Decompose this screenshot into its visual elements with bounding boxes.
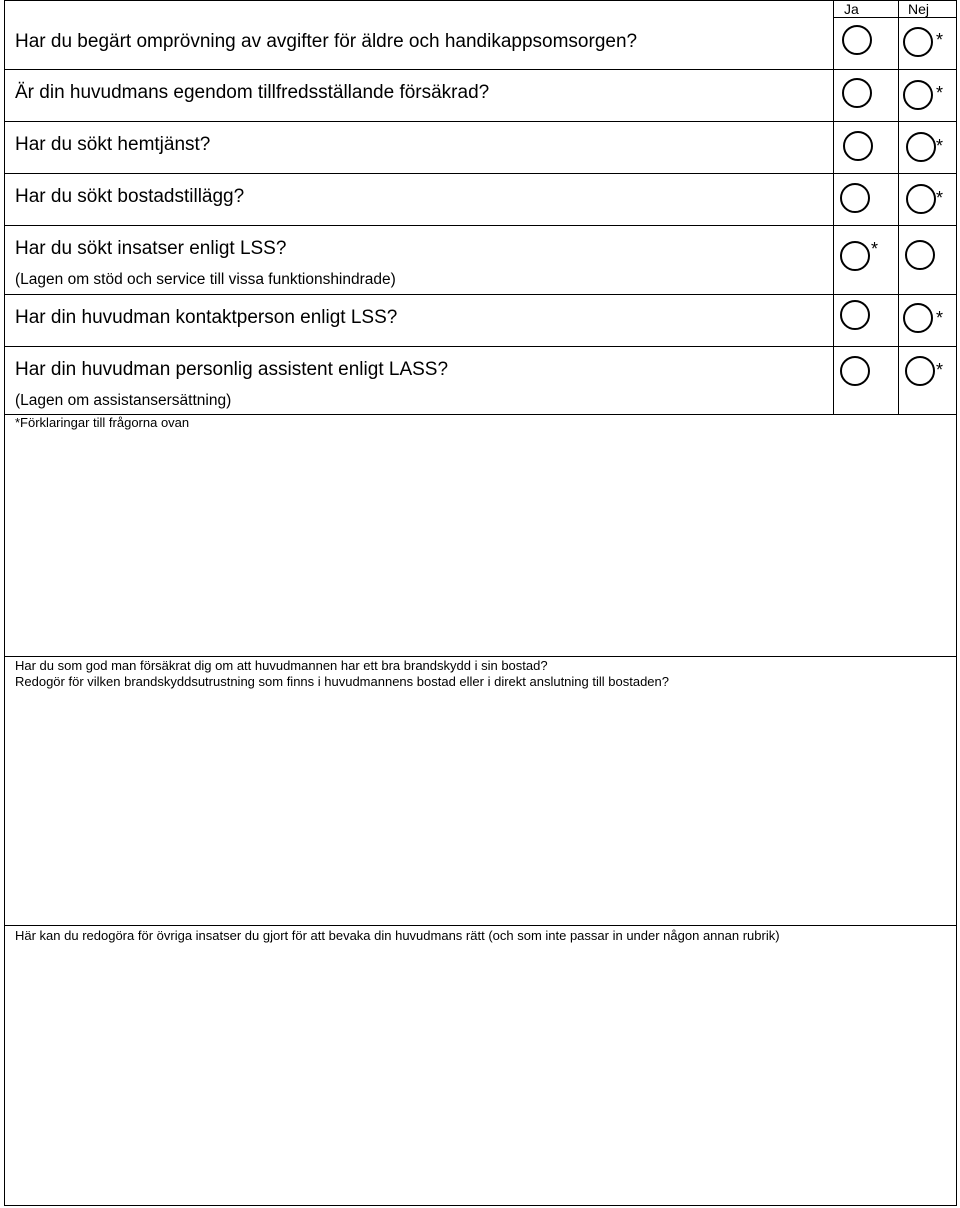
section-line	[4, 656, 957, 657]
column-header-yes: Ja	[844, 1, 859, 17]
col-divider-ja	[833, 0, 834, 414]
question-text: Har du begärt omprövning av avgifter för äldre och handikappsomsorgen?	[15, 31, 638, 52]
required-asterisk: *	[936, 136, 944, 156]
required-asterisk: *	[936, 188, 944, 208]
row-line	[4, 294, 957, 295]
header-row-line	[833, 17, 957, 18]
radio-ja[interactable]	[840, 356, 870, 386]
radio-ja[interactable]	[842, 78, 872, 108]
fire-safety-instruction: Redogör för vilken brandskyddsutrustning som finns i huvudmannens bostad eller i direkt anslutning till bostaden?	[15, 674, 669, 689]
radio-nej[interactable]	[906, 132, 936, 162]
radio-ja[interactable]	[843, 131, 873, 161]
row-line	[4, 225, 957, 226]
required-asterisk: *	[936, 308, 944, 328]
fire-safety-textarea[interactable]	[6, 692, 954, 923]
radio-ja[interactable]	[840, 241, 870, 271]
col-divider-nej	[898, 0, 899, 414]
radio-nej[interactable]	[903, 80, 933, 110]
radio-nej[interactable]	[906, 184, 936, 214]
question-text: Har du sökt hemtjänst?	[15, 134, 211, 155]
radio-nej[interactable]	[905, 356, 935, 386]
border-right	[956, 0, 957, 1206]
radio-ja[interactable]	[842, 25, 872, 55]
radio-ja[interactable]	[840, 183, 870, 213]
question-text: Har du sökt insatser enligt LSS?	[15, 238, 287, 259]
question-note: (Lagen om stöd och service till vissa funktionshindrade)	[15, 271, 396, 288]
other-measures-textarea[interactable]	[6, 946, 954, 1203]
radio-nej[interactable]	[905, 240, 935, 270]
question-text: Har din huvudman kontaktperson enligt LSS?	[15, 307, 398, 328]
border-top	[4, 0, 957, 1]
row-line	[4, 121, 957, 122]
row-line	[4, 173, 957, 174]
border-bottom	[4, 1205, 957, 1206]
row-line	[4, 69, 957, 70]
required-asterisk: *	[871, 239, 879, 259]
row-line	[4, 346, 957, 347]
required-asterisk: *	[936, 83, 944, 103]
radio-nej[interactable]	[903, 27, 933, 57]
question-text: Är din huvudmans egendom tillfredsställande försäkrad?	[15, 82, 490, 103]
radio-nej[interactable]	[903, 303, 933, 333]
required-asterisk: *	[936, 360, 944, 380]
question-text: Har du sökt bostadstillägg?	[15, 186, 245, 207]
column-header-no: Nej	[908, 1, 930, 17]
radio-ja[interactable]	[840, 300, 870, 330]
question-text: Har din huvudman personlig assistent enligt LASS?	[15, 359, 449, 380]
explanations-label: *Förklaringar till frågorna ovan	[15, 415, 190, 430]
question-note: (Lagen om assistansersättning)	[15, 392, 232, 409]
required-asterisk: *	[936, 30, 944, 50]
border-left	[4, 0, 5, 1206]
fire-safety-question: Har du som god man försäkrat dig om att huvudmannen har ett bra brandskydd i sin bostad?	[15, 658, 548, 673]
explanations-textarea[interactable]	[6, 432, 954, 654]
other-measures-label: Här kan du redogöra för övriga insatser du gjort för att bevaka din huvudmans rätt (och som inte passar in under någon annan rubrik)	[15, 928, 780, 943]
section-line	[4, 925, 957, 926]
